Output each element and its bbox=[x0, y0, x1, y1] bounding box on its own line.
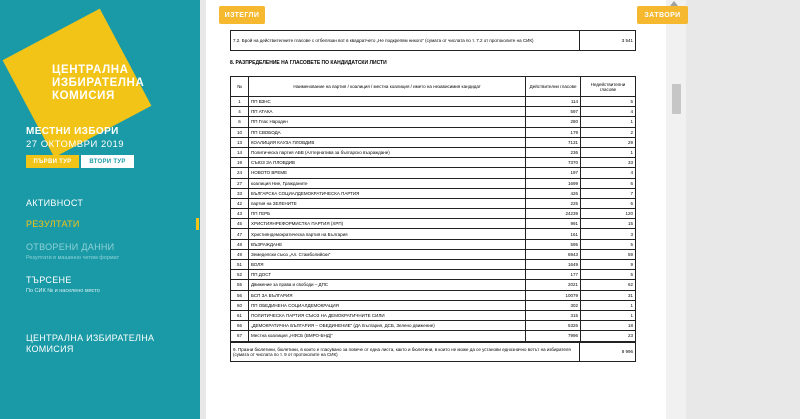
table-row bbox=[231, 168, 636, 178]
document-content bbox=[230, 30, 636, 362]
round-tabs bbox=[26, 155, 134, 168]
cell-invalid: 120 bbox=[581, 209, 636, 219]
table-row bbox=[231, 249, 636, 259]
cell-invalid: 5 bbox=[581, 270, 636, 280]
table-row bbox=[231, 147, 636, 157]
table-row bbox=[231, 209, 636, 219]
cell-name: ХРИСТИЯНРЕФОРМИСТКА ПАРТИЯ (ХРП) bbox=[248, 219, 525, 229]
footer-cik-name[interactable] bbox=[26, 333, 154, 355]
cell-num: 60 bbox=[231, 300, 249, 310]
table-row bbox=[231, 229, 636, 239]
cell-valid: 597 bbox=[526, 107, 581, 117]
cell-name: ВОЛЯ bbox=[248, 260, 525, 270]
header-num: № bbox=[231, 77, 249, 97]
nav-open-data-sub: Резултати в машинно четим формат bbox=[26, 255, 120, 261]
cell-num: 55 bbox=[231, 280, 249, 290]
table-row bbox=[231, 239, 636, 249]
cell-num: 52 bbox=[231, 270, 249, 280]
cell-num: 1 bbox=[231, 97, 249, 107]
footer-line-2: КОМИСИЯ bbox=[26, 344, 74, 354]
cell-valid: 5326 bbox=[526, 321, 581, 331]
row-7-2-table bbox=[230, 30, 636, 51]
cell-num: 49 bbox=[231, 249, 249, 259]
cell-valid: 1649 bbox=[526, 260, 581, 270]
logo-line-1: ЦЕНТРАЛНА bbox=[52, 64, 129, 76]
cell-invalid: 3 bbox=[581, 229, 636, 239]
cell-num: 33 bbox=[231, 188, 249, 198]
cell-num: 4 bbox=[231, 107, 249, 117]
cell-name: ПП ДОСТ bbox=[248, 270, 525, 280]
cell-valid: 302 bbox=[526, 300, 581, 310]
cell-valid: 1699 bbox=[526, 178, 581, 188]
logo-line-2: ИЗБИРАТЕЛНА bbox=[52, 77, 145, 89]
nav-search-sub: По СИК № и населено място bbox=[26, 288, 100, 294]
elections-date: 27 ОКТОМВРИ 2019 bbox=[26, 139, 125, 150]
table-row bbox=[231, 97, 636, 107]
nav-search[interactable]: ТЪРСЕНЕ bbox=[26, 275, 72, 285]
cell-valid: 6943 bbox=[526, 249, 581, 259]
cell-name: ПП ОБЕДИНЕНА СОЦИАЛДЕМОКРАЦИЯ bbox=[248, 300, 525, 310]
cell-name: „ДЕМОКРАТИЧНА БЪЛГАРИЯ – ОБЕДИНЕНИЕ“ (ДА България, ДСБ, Зелено движение) bbox=[248, 321, 525, 331]
cell-num: 51 bbox=[231, 260, 249, 270]
row-7-2-value: 3 541 bbox=[580, 31, 636, 51]
cell-valid: 114 bbox=[526, 97, 581, 107]
cell-num: 43 bbox=[231, 209, 249, 219]
cell-valid: 24239 bbox=[526, 209, 581, 219]
cell-invalid: 31 bbox=[581, 290, 636, 300]
cell-valid: 426 bbox=[526, 188, 581, 198]
cell-num: 42 bbox=[231, 198, 249, 208]
nav-activity[interactable]: АКТИВНОСТ bbox=[26, 198, 84, 208]
cell-invalid: 6 bbox=[581, 198, 636, 208]
cell-num: 56 bbox=[231, 290, 249, 300]
cell-invalid: 9 bbox=[581, 260, 636, 270]
cell-invalid: 33 bbox=[581, 158, 636, 168]
nav-results[interactable]: РЕЗУЛТАТИ bbox=[26, 219, 80, 229]
table-row bbox=[231, 290, 636, 300]
cell-valid: 595 bbox=[526, 239, 581, 249]
cell-name: ПП СВОБОДА bbox=[248, 127, 525, 137]
cell-invalid: 5 bbox=[581, 239, 636, 249]
table-row bbox=[231, 219, 636, 229]
cell-invalid: 18 bbox=[581, 321, 636, 331]
cell-invalid: 1 bbox=[581, 310, 636, 320]
cell-valid: 2021 bbox=[526, 280, 581, 290]
row-9-text: 9. Празни бюлетини, бюлетини, в които е гласувано за повече от една листа, както и бюлетини, в които не може да се установи еднозначно вотът на избирателя (сумата от числата по т. 9 от протоколите на СИК) bbox=[231, 342, 580, 361]
cell-num: 45 bbox=[231, 219, 249, 229]
cell-valid: 236 bbox=[526, 147, 581, 157]
results-table bbox=[230, 76, 636, 342]
logo-line-3: КОМИСИЯ bbox=[52, 90, 115, 102]
table-row bbox=[231, 310, 636, 320]
section-8-title: 8. РАЗПРЕДЕЛЕНИЕ НА ГЛАСОВЕТЕ ПО КАНДИДАТСКИ ЛИСТИ bbox=[230, 60, 387, 66]
cell-name: ПП Глас Народен bbox=[248, 117, 525, 127]
cell-name: ПП ГЕРБ bbox=[248, 209, 525, 219]
results-body bbox=[231, 97, 636, 342]
cell-valid: 7131 bbox=[526, 137, 581, 147]
cell-num: 66 bbox=[231, 321, 249, 331]
table-row bbox=[231, 127, 636, 137]
table-row bbox=[231, 158, 636, 168]
document-scrollbar[interactable] bbox=[666, 0, 686, 419]
cell-valid: 7370 bbox=[526, 158, 581, 168]
protocol-document bbox=[206, 0, 666, 419]
header-name: Наименование на партия / коалиция / местна коалиция / името на независимия кандидат bbox=[248, 77, 525, 97]
cell-invalid: 4 bbox=[581, 168, 636, 178]
table-row bbox=[231, 107, 636, 117]
table-row bbox=[231, 270, 636, 280]
cell-num: 10 bbox=[231, 127, 249, 137]
footer-line-1: ЦЕНТРАЛНА ИЗБИРАТЕЛНА bbox=[26, 333, 155, 343]
cell-name: БЪЛГАРСКА СОЦИАЛДЕМОКРАТИЧЕСКА ПАРТИЯ bbox=[248, 188, 525, 198]
cell-invalid: 5 bbox=[581, 97, 636, 107]
table-row bbox=[231, 260, 636, 270]
table-row bbox=[231, 137, 636, 147]
cell-valid: 197 bbox=[526, 168, 581, 178]
cell-name: Земеделски съюз „Ал. Стамболийски“ bbox=[248, 249, 525, 259]
cell-name: СЪЮЗ ЗА ПЛОВДИВ bbox=[248, 158, 525, 168]
scroll-thumb[interactable] bbox=[672, 84, 681, 114]
cell-name: партия на ЗЕЛЕНИТЕ bbox=[248, 198, 525, 208]
cell-invalid: 15 bbox=[581, 219, 636, 229]
cell-valid: 225 bbox=[526, 198, 581, 208]
cell-num: 48 bbox=[231, 239, 249, 249]
header-invalid: Недействителни гласове bbox=[581, 77, 636, 97]
cell-invalid: 59 bbox=[581, 249, 636, 259]
nav-open-data[interactable]: ОТВОРЕНИ ДАННИ bbox=[26, 242, 115, 252]
row-9-table bbox=[230, 342, 636, 362]
tab-first-round[interactable]: ПЪРВИ ТУР bbox=[26, 155, 79, 168]
cell-valid: 179 bbox=[526, 127, 581, 137]
close-button[interactable]: ЗАТВОРИ bbox=[637, 6, 688, 24]
cell-invalid: 2 bbox=[581, 127, 636, 137]
cell-name: БСП ЗА БЪЛГАРИЯ bbox=[248, 290, 525, 300]
row-7-2 bbox=[231, 31, 636, 51]
cell-valid: 280 bbox=[526, 117, 581, 127]
cell-valid: 991 bbox=[526, 219, 581, 229]
cell-num: 19 bbox=[231, 158, 249, 168]
elections-title: МЕСТНИ ИЗБОРИ bbox=[26, 126, 119, 137]
cell-name: коалиция Ние, Гражданите bbox=[248, 178, 525, 188]
cell-num: 13 bbox=[231, 137, 249, 147]
cell-valid: 10079 bbox=[526, 290, 581, 300]
tab-second-round[interactable]: ВТОРИ ТУР bbox=[81, 155, 134, 168]
cell-name: Християндемократическа партия на България bbox=[248, 229, 525, 239]
table-row bbox=[231, 188, 636, 198]
cell-invalid: 62 bbox=[581, 280, 636, 290]
cell-invalid: 23 bbox=[581, 331, 636, 341]
cell-num: 6 bbox=[231, 117, 249, 127]
table-row bbox=[231, 178, 636, 188]
row-7-2-text: 7.2. Брой на действителните гласове с отбелязан вот в квадратчето „Не подкрепям никого“ (сумата от числата по т. 7.2 от протоколите на СИК) bbox=[231, 31, 580, 51]
row-9-value: 8 996 bbox=[580, 342, 636, 361]
cell-valid: 7996 bbox=[526, 331, 581, 341]
cell-name: ПОЛИТИЧЕСКА ПАРТИЯ СЪЮЗ НА ДЕМОКРАТИЧНИТЕ СИЛИ bbox=[248, 310, 525, 320]
cell-invalid: 29 bbox=[581, 137, 636, 147]
sidebar bbox=[0, 0, 200, 419]
cell-invalid: 7 bbox=[581, 188, 636, 198]
cell-num: 61 bbox=[231, 310, 249, 320]
results-header-row bbox=[231, 77, 636, 97]
cell-invalid: 1 bbox=[581, 147, 636, 157]
cell-num: 67 bbox=[231, 331, 249, 341]
cell-num: 27 bbox=[231, 178, 249, 188]
download-button[interactable]: ИЗТЕГЛИ bbox=[219, 6, 265, 24]
cell-name: ВЪЗРАЖДАНЕ bbox=[248, 239, 525, 249]
cell-name: НОВОТО ВРЕМЕ bbox=[248, 168, 525, 178]
cik-logo[interactable] bbox=[52, 64, 144, 103]
cell-num: 47 bbox=[231, 229, 249, 239]
cell-invalid: 1 bbox=[581, 300, 636, 310]
cell-invalid: 4 bbox=[581, 107, 636, 117]
cell-num: 24 bbox=[231, 168, 249, 178]
cell-valid: 161 bbox=[526, 229, 581, 239]
table-row bbox=[231, 280, 636, 290]
cell-invalid: 6 bbox=[581, 178, 636, 188]
cell-name: КОАЛИЦИЯ КАУЗА ПЛОВДИВ bbox=[248, 137, 525, 147]
cell-invalid: 1 bbox=[581, 117, 636, 127]
table-row bbox=[231, 198, 636, 208]
cell-name: Политическа партия АБВ (Алтернатива за българско възраждане) bbox=[248, 147, 525, 157]
cell-valid: 177 bbox=[526, 270, 581, 280]
table-row bbox=[231, 331, 636, 341]
cell-num: 14 bbox=[231, 147, 249, 157]
table-row bbox=[231, 300, 636, 310]
nav-active-indicator bbox=[196, 218, 199, 230]
cell-name: Местна коалиция „НФСБ (ВМРО-БНД)“ bbox=[248, 331, 525, 341]
row-9 bbox=[231, 342, 636, 361]
cell-valid: 315 bbox=[526, 310, 581, 320]
cell-name: ПП АТАКА bbox=[248, 107, 525, 117]
cell-name: Движение за права и свободи – ДПС bbox=[248, 280, 525, 290]
table-row bbox=[231, 117, 636, 127]
header-valid: Действителни гласове bbox=[526, 77, 581, 97]
table-row bbox=[231, 321, 636, 331]
cell-name: ПП ВЗНС bbox=[248, 97, 525, 107]
